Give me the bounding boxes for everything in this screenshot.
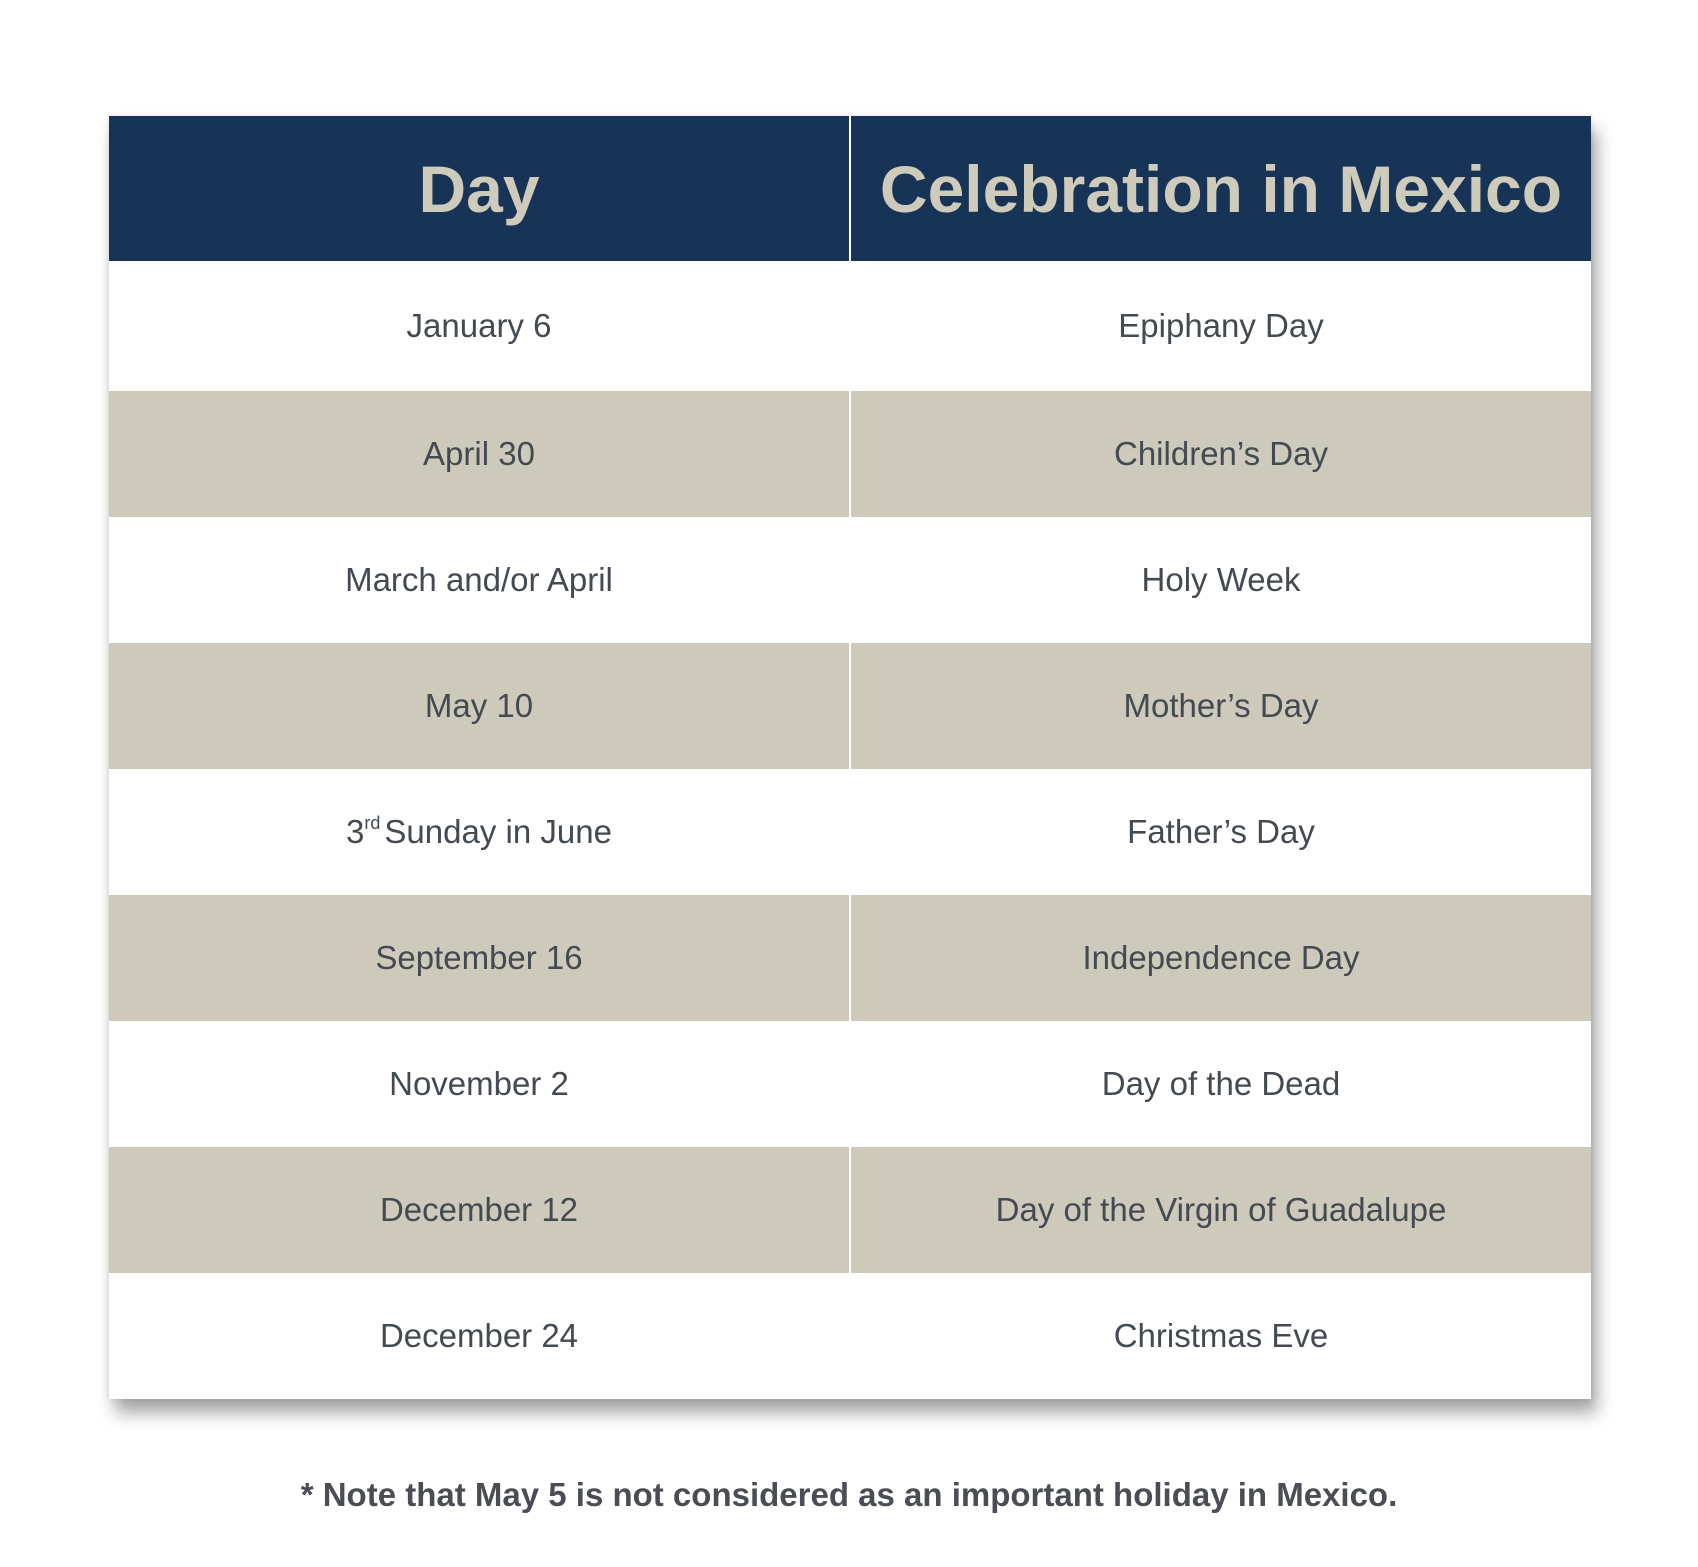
celebration-cell: Independence Day — [850, 895, 1591, 1021]
table-row — [109, 261, 1591, 391]
celebration-cell: Children’s Day — [850, 391, 1591, 517]
column-header-day: Day — [109, 116, 850, 261]
footnote: * Note that May 5 is not considered as an important holiday in Mexico. — [300, 1476, 1398, 1513]
day-cell — [109, 769, 850, 895]
day-cell: December 24 — [109, 1273, 850, 1399]
holiday-table-card — [109, 116, 1591, 1399]
celebration-cell: Day of the Virgin of Guadalupe — [850, 1147, 1591, 1273]
ordinal-suffix: rd — [364, 813, 381, 833]
celebration-cell: Mother’s Day — [850, 643, 1591, 769]
table-row — [109, 643, 1591, 769]
celebration-cell: Father’s Day — [850, 769, 1591, 895]
celebration-cell: Day of the Dead — [850, 1021, 1591, 1147]
table-row — [109, 769, 1591, 895]
table-row — [109, 517, 1591, 643]
day-cell: March and/or April — [109, 517, 850, 643]
table-header-row — [109, 116, 1591, 261]
celebration-cell: Epiphany Day — [850, 261, 1591, 391]
table-row — [109, 895, 1591, 1021]
day-cell: January 6 — [109, 261, 850, 391]
table-row — [109, 1147, 1591, 1273]
celebration-cell: Holy Week — [850, 517, 1591, 643]
celebration-cell: Christmas Eve — [850, 1273, 1591, 1399]
day-cell: November 2 — [109, 1021, 850, 1147]
day-text: Sunday in June — [384, 813, 612, 850]
holiday-table — [109, 116, 1591, 1399]
table-row — [109, 1021, 1591, 1147]
day-cell: April 30 — [109, 391, 850, 517]
column-header-celebration: Celebration in Mexico — [850, 116, 1591, 261]
day-cell: September 16 — [109, 895, 850, 1021]
table-row — [109, 1273, 1591, 1399]
day-cell: May 10 — [109, 643, 850, 769]
ordinal-number: 3 — [346, 813, 365, 850]
table-row — [109, 391, 1591, 517]
day-cell: December 12 — [109, 1147, 850, 1273]
